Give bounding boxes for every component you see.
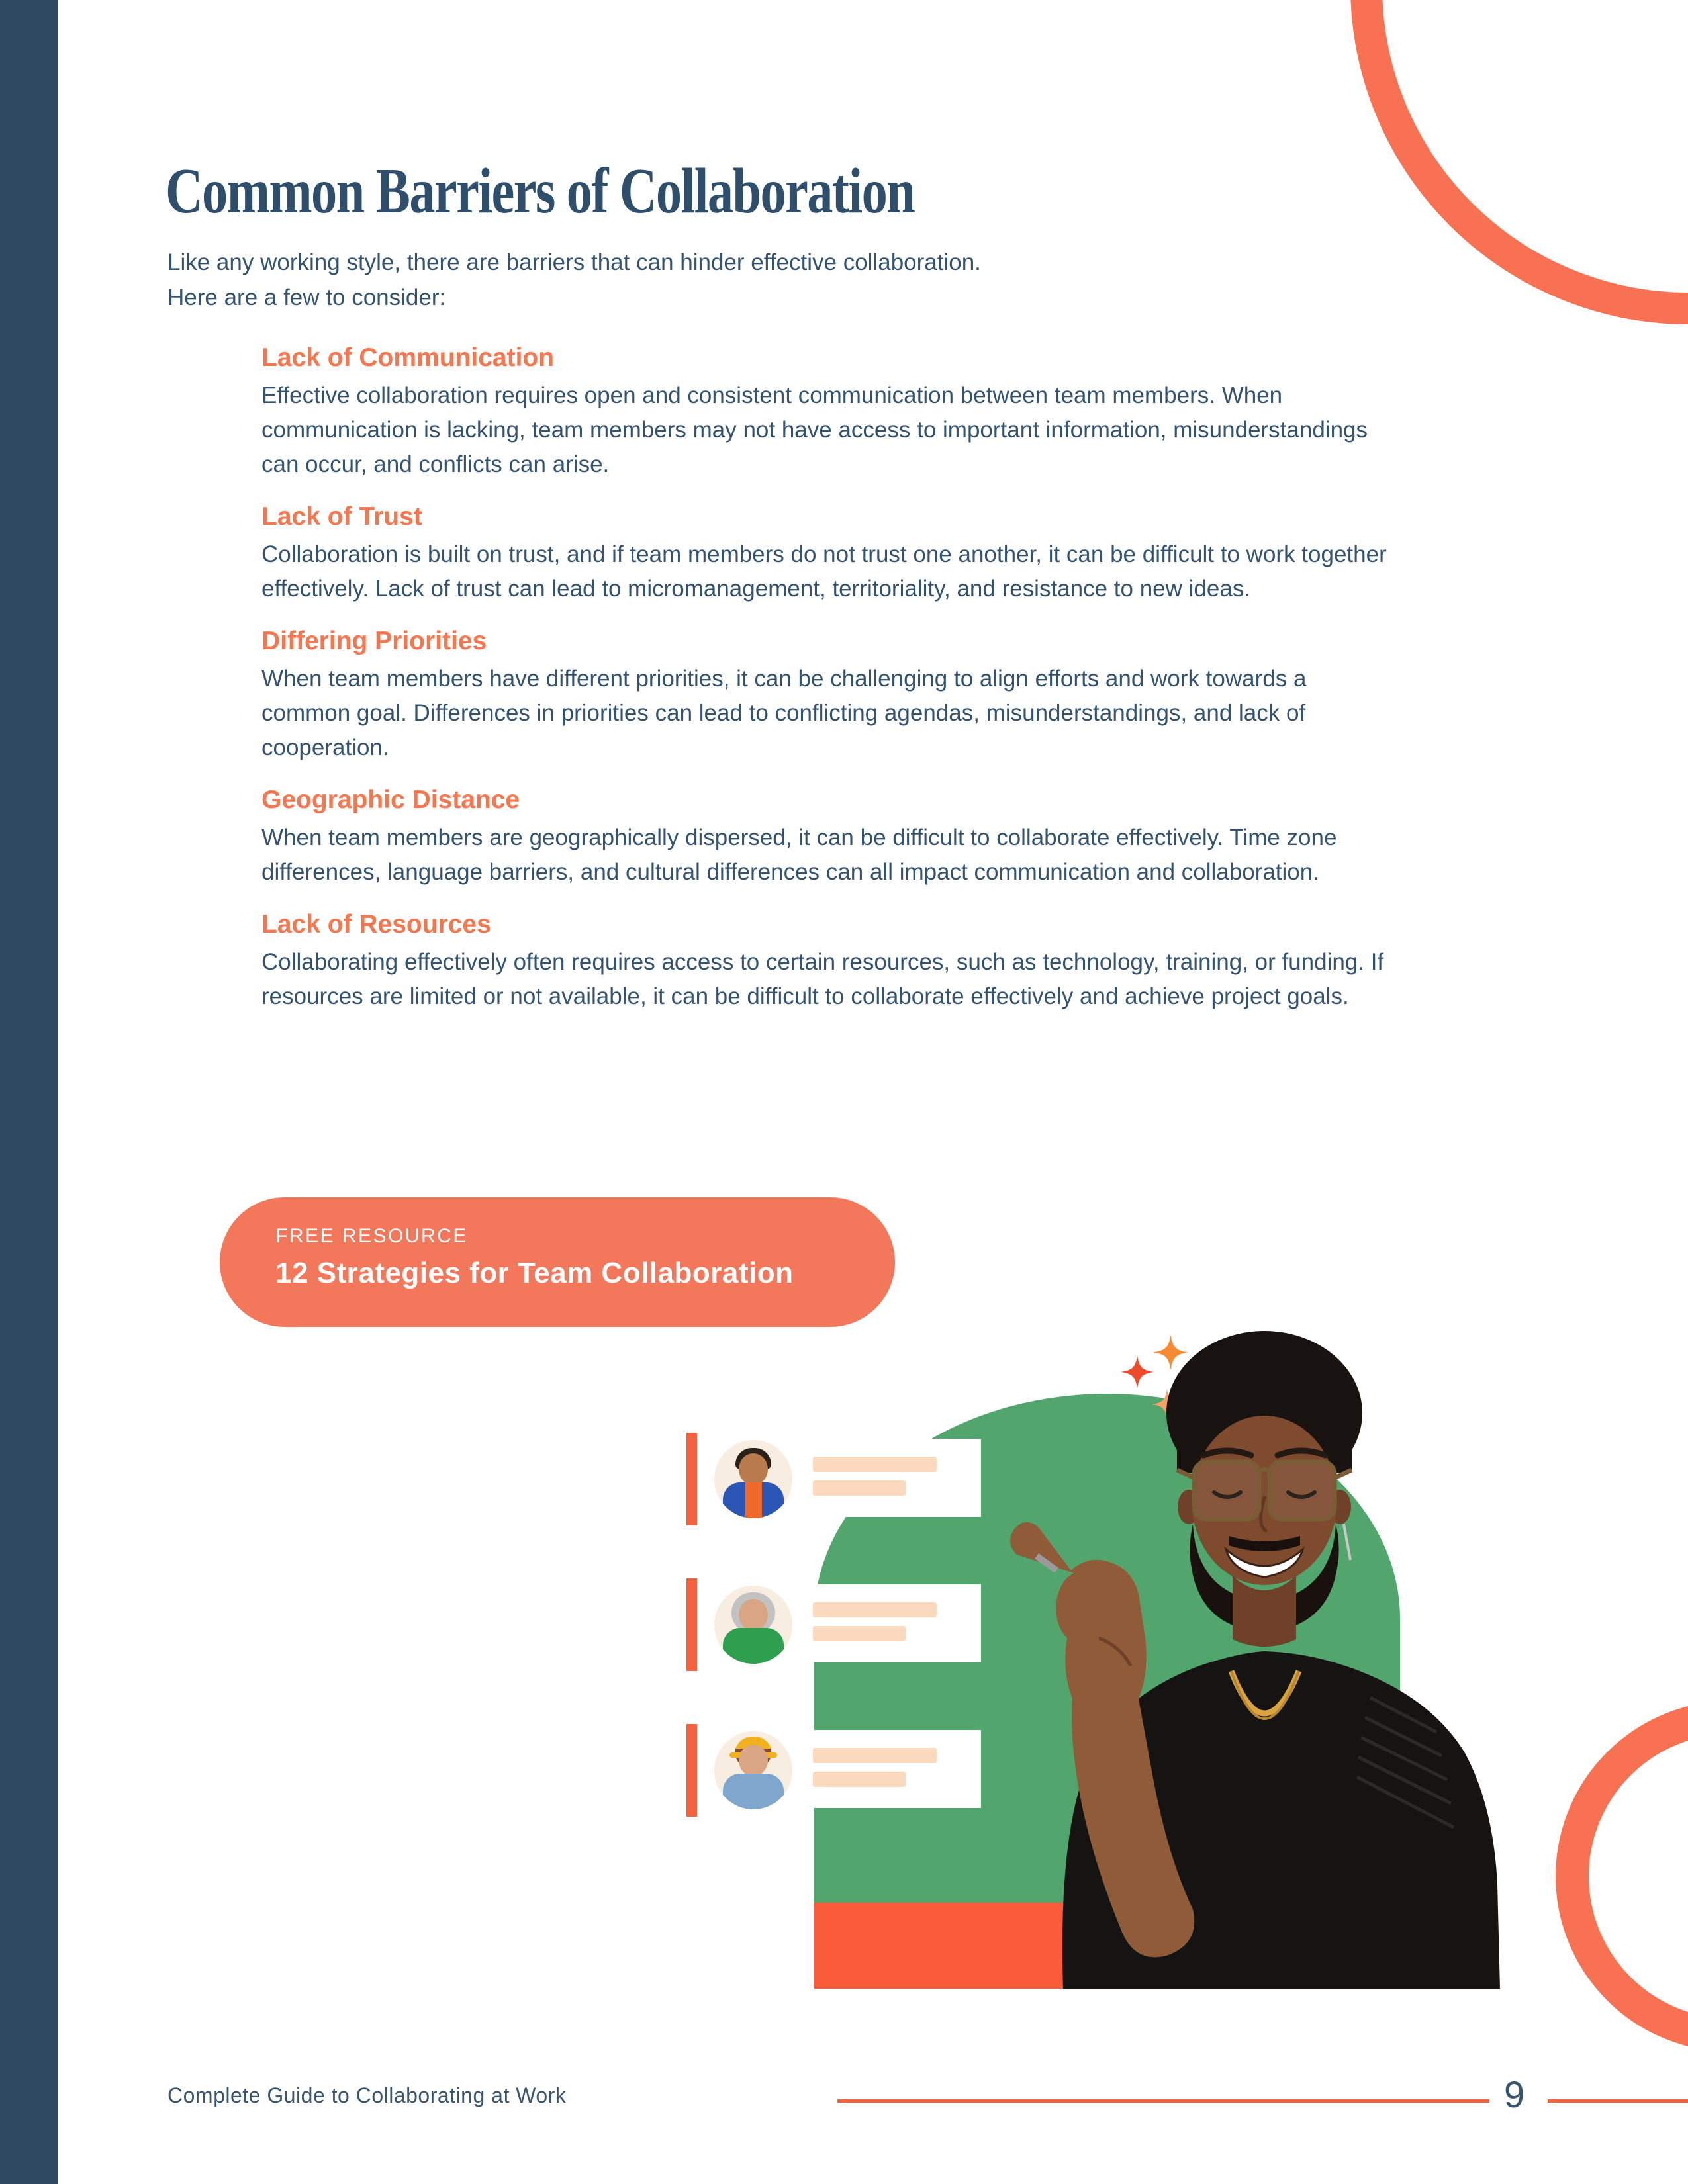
callout-eyebrow: FREE RESOURCE (275, 1225, 468, 1247)
row-accent-bar (686, 1724, 697, 1817)
section-lack-of-trust (261, 502, 1387, 606)
section-body: Effective collaboration requires open and consistent communication between team members. When communication is lacking, team members may not have access to important information, misunderstandings can occur, and conflicts can arise. (261, 383, 1368, 477)
section-heading: Lack of Communication (261, 343, 555, 372)
avatar-face (739, 1745, 768, 1776)
top-right-ring-decoration (1350, 0, 1688, 324)
chat-row (686, 1433, 984, 1532)
section-differing-priorities (261, 626, 1387, 765)
intro-line-1: Like any working style, there are barriers that can hinder effective collaboration. (167, 250, 981, 275)
section-heading: Geographic Distance (261, 786, 520, 814)
callout-title: 12 Strategies for Team Collaboration (275, 1257, 794, 1289)
row-accent-bar (686, 1578, 697, 1671)
section-body: Collaboration is built on trust, and if team members do not trust one another, it can be difficult to work together effectively. Lack of trust can lead to micromanagement, territoriality, and resistance to new ideas. (261, 541, 1387, 602)
section-heading: Differing Priorities (261, 627, 487, 655)
intro-line-2: Here are a few to consider: (167, 285, 446, 310)
barrier-sections (261, 343, 1387, 1034)
avatar-person-yellow-cap (714, 1731, 792, 1809)
footer-divider-line (837, 2099, 1489, 2103)
man-pointing-photo (1000, 1327, 1503, 1989)
bottom-right-ring-decoration (1556, 1701, 1688, 2052)
avatar-woman-green-top (714, 1586, 792, 1664)
avatar-face (739, 1453, 768, 1485)
message-placeholder-line (813, 1480, 906, 1496)
message-placeholder-line (813, 1772, 906, 1787)
page-number: 9 (1504, 2073, 1525, 2115)
row-accent-bar (686, 1433, 697, 1525)
section-geographic-distance (261, 785, 1387, 889)
section-heading: Lack of Resources (261, 910, 491, 938)
footer-book-title: Complete Guide to Collaborating at Work (167, 2083, 567, 2107)
avatar-clothing (723, 1628, 784, 1664)
message-placeholder-line (813, 1748, 937, 1763)
left-edge-accent-bar (0, 0, 58, 2184)
section-heading: Lack of Trust (261, 502, 422, 531)
message-placeholder-line (813, 1626, 906, 1641)
section-body: When team members have different priorities, it can be challenging to align efforts and work towards a common goal. Differences in priorities can lead to conflicting agendas, misunderstandings, and lack of cooperation. (261, 666, 1307, 760)
section-lack-of-resources (261, 909, 1387, 1014)
avatar-clothing (723, 1774, 784, 1809)
avatar-man-blue-jacket (714, 1440, 792, 1518)
footer-divider-line-right (1548, 2099, 1688, 2103)
avatar-clothing (723, 1482, 784, 1518)
section-body: When team members are geographically dispersed, it can be difficult to collaborate effectively. Time zone differences, language barriers, and cultural differences can all impact communication and collaboration. (261, 825, 1337, 885)
section-lack-of-communication (261, 343, 1387, 482)
free-resource-callout[interactable] (220, 1197, 895, 1327)
chat-row (686, 1724, 984, 1823)
message-placeholder-line (813, 1602, 937, 1617)
message-card (798, 1439, 981, 1517)
section-body: Collaborating effectively often requires access to certain resources, such as technology, training, or funding. If resources are limited or not available, it can be difficult to collaborate effectively and achieve project goals. (261, 949, 1384, 1009)
chat-row (686, 1578, 984, 1678)
page-title: Common Barriers of Collaboration (165, 156, 915, 227)
message-placeholder-line (813, 1457, 937, 1472)
message-card (798, 1730, 981, 1808)
message-card (798, 1584, 981, 1662)
avatar-face (739, 1599, 768, 1631)
intro-paragraph (167, 245, 1280, 315)
